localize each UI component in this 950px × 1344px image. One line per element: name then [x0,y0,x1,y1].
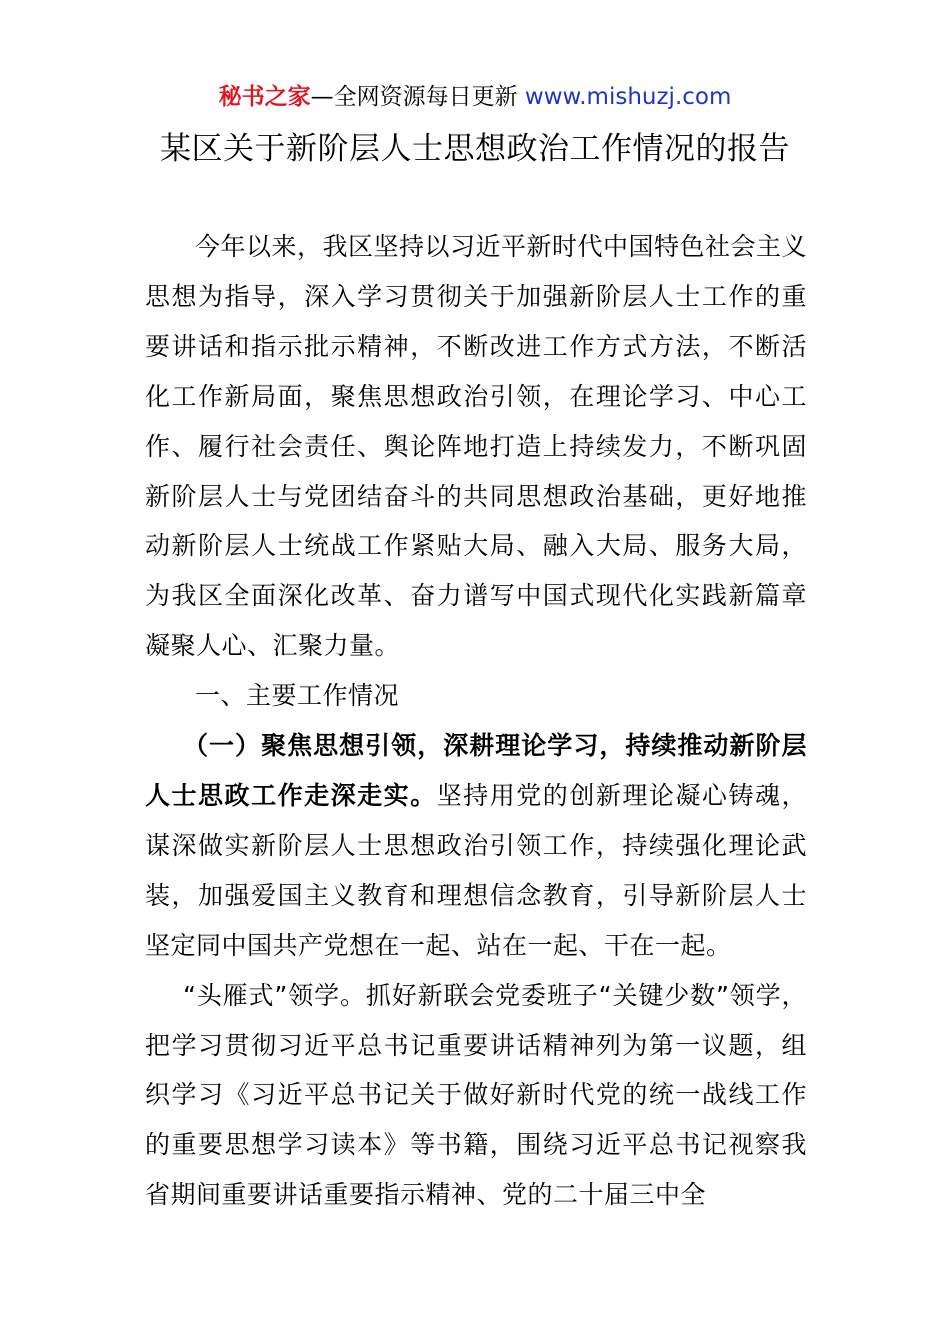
paragraph-section-1 [145,721,807,971]
paragraph-lead-study: “头雁式”领学。抓好新联会党委班子“关键少数”领学，把学习贯彻习近平总书记重要讲话精神列为第一议题，组织学习《习近平总书记关于做好新时代党的统一战线工作的重要思想学习读本》等书籍，围绕习近平总书记视察我省期间重要讲话重要指示精神、党的二十届三中全 [145,980,807,1210]
paragraph-intro: 今年以来，我区坚持以习近平新时代中国特色社会主义思想为指导，深入学习贯彻关于加强新阶层人士工作的重要讲话和指示批示精神，不断改进工作方式方法，不断活化工作新局面，聚焦思想政治引领，在理论学习、中心工作、履行社会责任、舆论阵地打造上持续发力，不断巩固新阶层人士与党团结奋斗的共同思想政治基础，更好地推动新阶层人士统战工作紧贴大局、融入大局、服务大局，为我区全面深化改革、奋力谱写中国式现代化实践新篇章凝聚人心、汇聚力量。 [145,232,808,661]
site-slogan: —全网资源每日更新 [310,84,518,110]
site-brand: 秘书之家 [218,84,311,110]
subsection-heading: （一）聚焦思想引领，深耕理论学习，持续推动新阶层人士思政工作走深走实。 [145,731,807,810]
site-url-link[interactable]: www.mishuzj.com [524,84,732,110]
section-heading: 一、主要工作情况 [195,681,400,711]
document-body [145,222,807,1220]
subsection-text: 坚持用党的创新理论凝心铸魂，谋深做实新阶层人士思想政治引领工作，持续强化理论武装，加强爱国主义教育和理想信念教育，引导新阶层人士坚定同中国共产党想在一起、站在一起、干在一起。 [145,780,807,960]
site-header [0,80,950,114]
document-title: 某区关于新阶层人士思想政治工作情况的报告 [160,131,790,167]
